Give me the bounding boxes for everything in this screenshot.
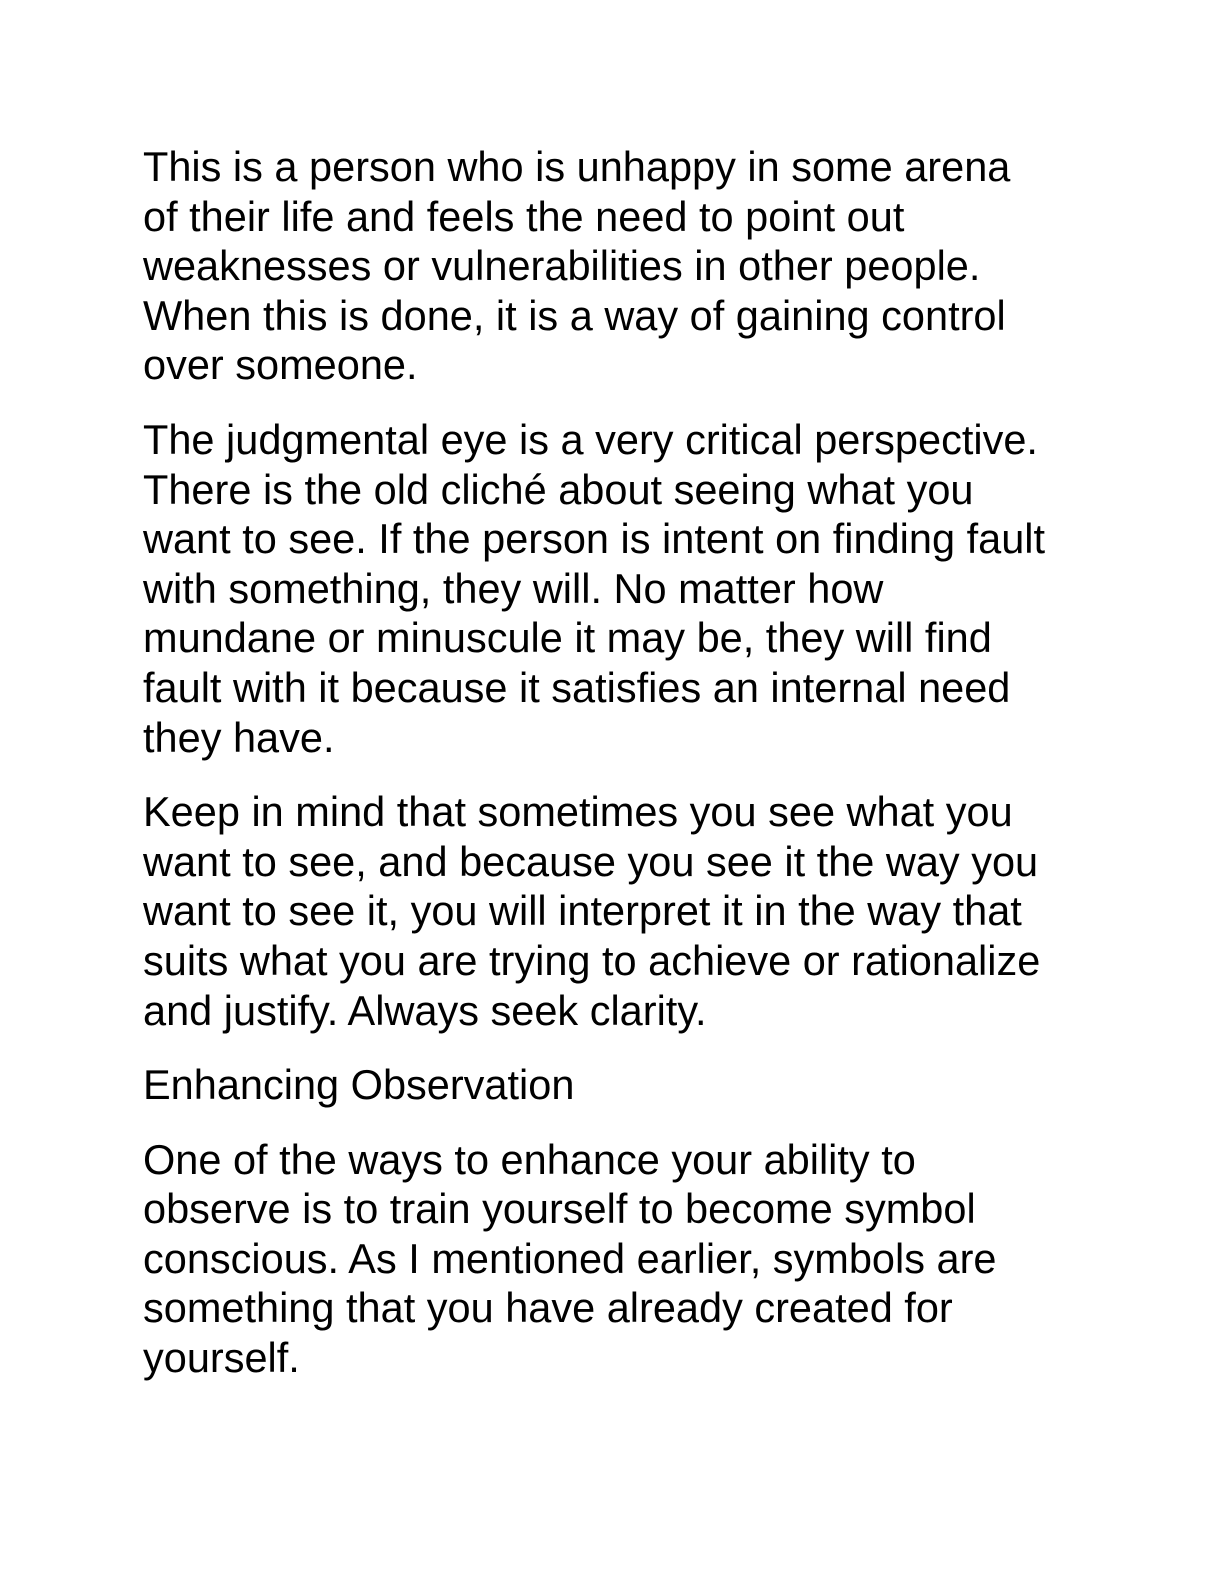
text-line: This is a person who is unhappy in some arena	[143, 143, 1011, 190]
text-line: There is the old cliché about seeing what you	[143, 465, 974, 513]
text-line: and justify. Always seek clarity.	[143, 986, 707, 1034]
text-line: they have.	[143, 713, 335, 761]
heading-text: Enhancing Observation	[143, 1061, 575, 1109]
text-line: suits what you are trying to achieve or rationalize	[143, 936, 1041, 984]
document-page	[143, 142, 1083, 1408]
text-line: weaknesses or vulnerabilities in other people.	[143, 242, 981, 290]
section-heading	[143, 1060, 1083, 1110]
text-line: conscious. As I mentioned earlier, symbols are	[143, 1234, 997, 1282]
paragraph-4	[143, 1135, 1083, 1383]
text-line: observe is to train yourself to become symbol	[143, 1185, 976, 1233]
text-line: want to see, and because you see it the way you	[143, 837, 1039, 885]
text-line: Keep in mind that sometimes you see what you	[143, 788, 1013, 836]
paragraph-3	[143, 787, 1083, 1035]
text-line: want to see it, you will interpret it in the way that	[143, 887, 1022, 935]
text-line: fault with it because it satisfies an internal need	[143, 663, 1011, 711]
text-line: When this is done, it is a way of gaining control	[143, 291, 1006, 339]
text-line: over someone.	[143, 341, 418, 389]
text-line: mundane or minuscule it may be, they will find	[143, 614, 992, 662]
text-line: One of the ways to enhance your ability to	[143, 1135, 916, 1183]
text-line: want to see. If the person is intent on finding fault	[143, 515, 1046, 563]
text-line: The judgmental eye is a very critical perspective.	[143, 415, 1038, 463]
text-line: with something, they will. No matter how	[143, 564, 884, 612]
text-line: yourself.	[143, 1334, 300, 1382]
text-line: something that you have already created for	[143, 1284, 953, 1332]
paragraph-1	[143, 142, 1083, 390]
paragraph-2	[143, 415, 1083, 762]
text-line: of their life and feels the need to point out	[143, 192, 905, 240]
